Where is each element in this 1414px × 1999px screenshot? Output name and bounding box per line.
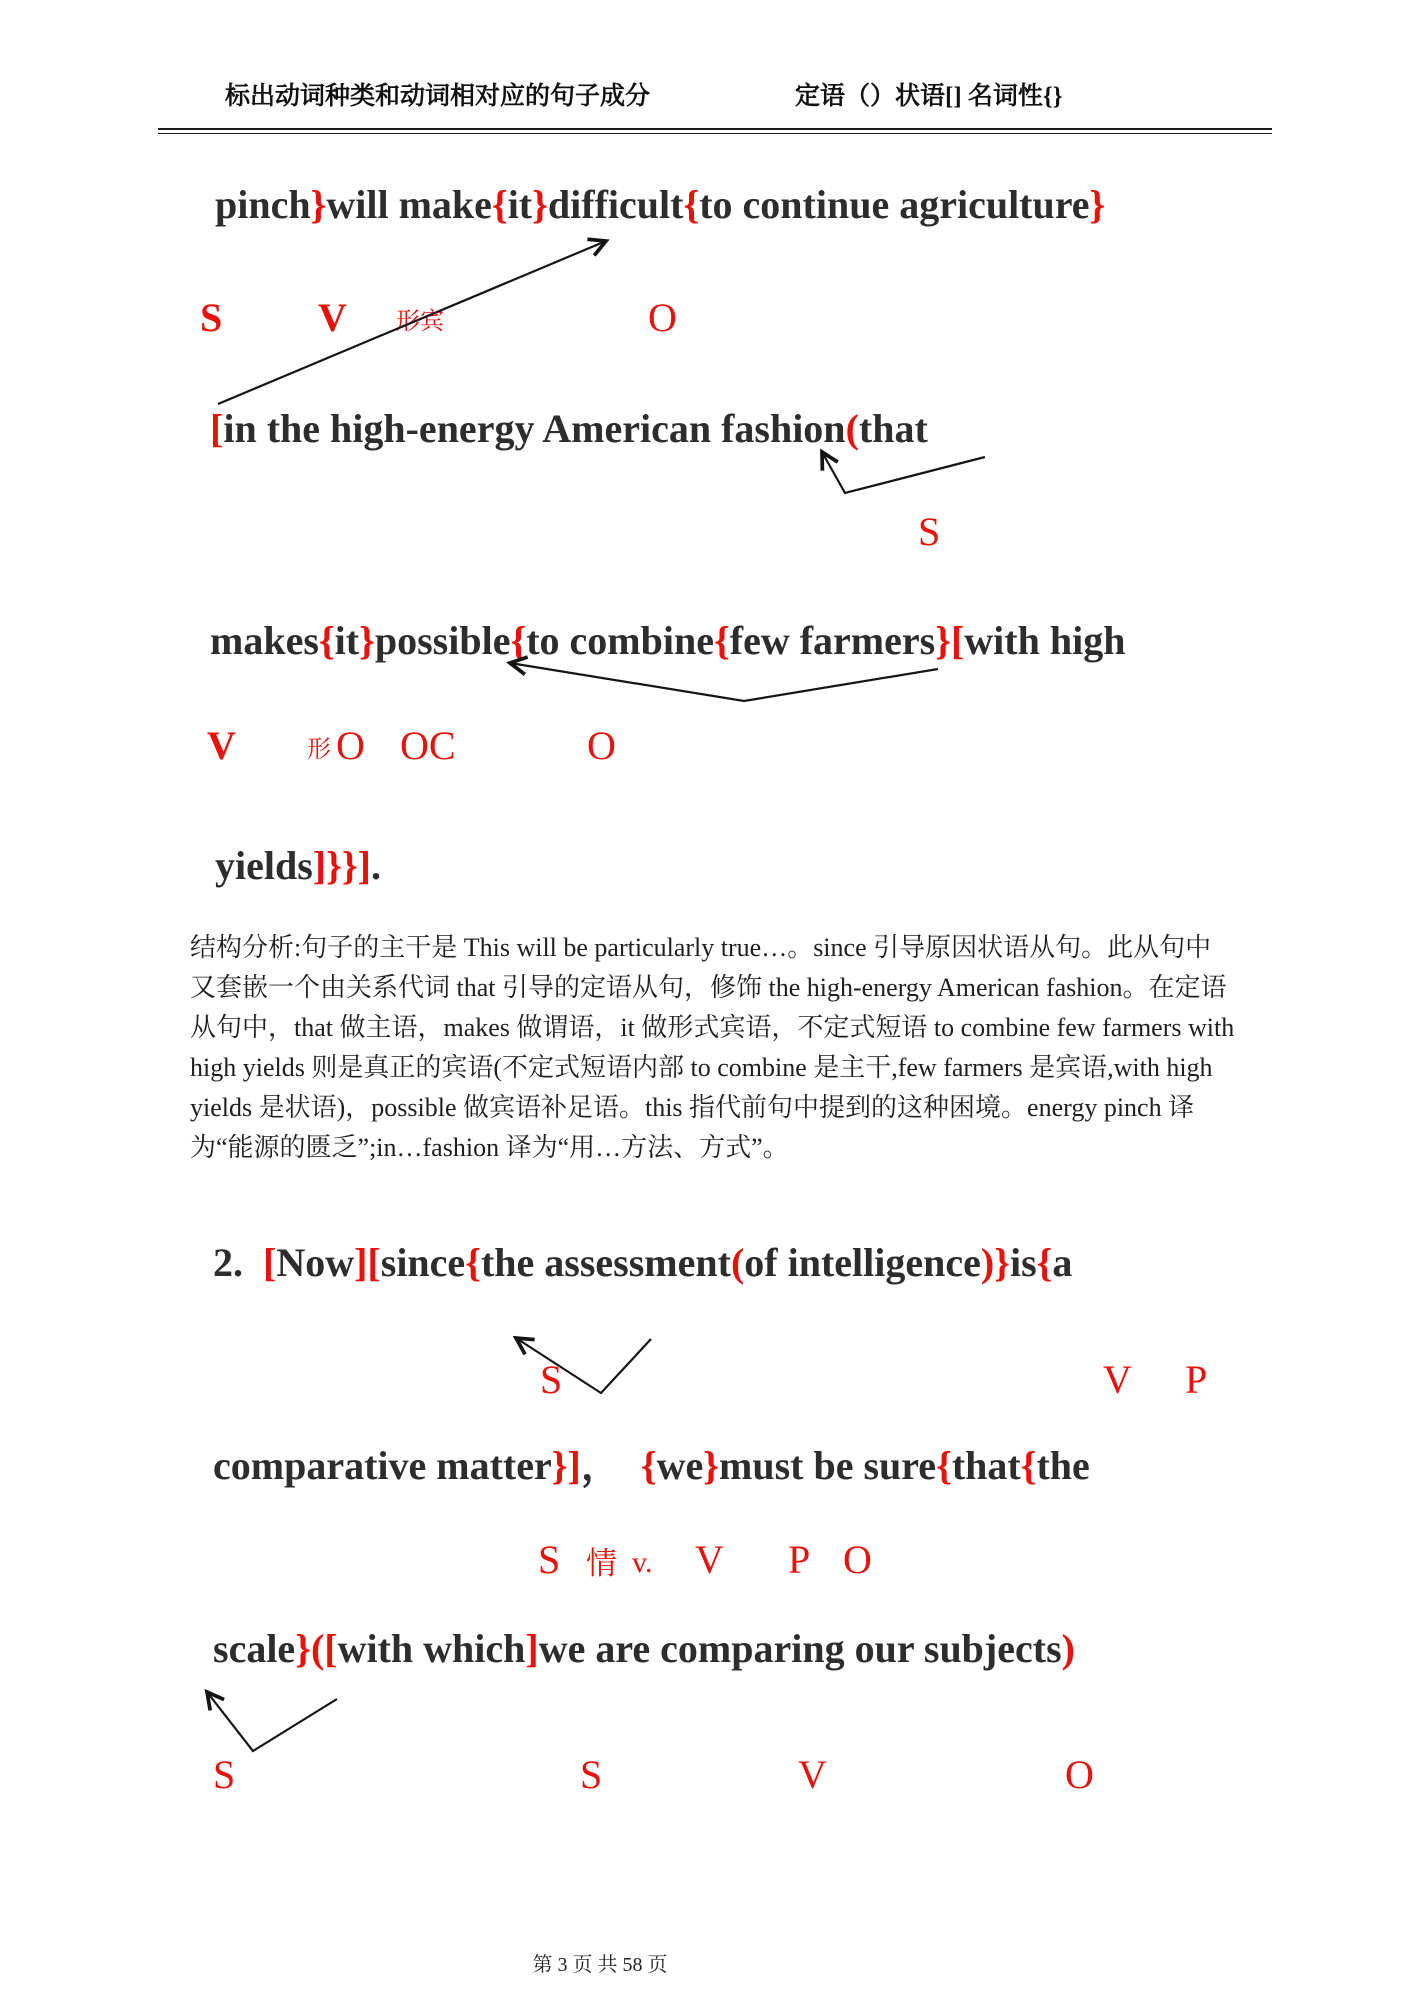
bracket-annotation: } [532,182,548,227]
sentence-text: in the high-energy American fashion [223,406,846,451]
bracket-annotation: } [1089,182,1106,227]
sentence-text: the [1036,1443,1090,1488]
sentence-text: we [656,1443,704,1488]
sentence-text: the assessment [480,1240,731,1285]
arrow-that-subject [822,452,985,493]
sentence-text: to continue agriculture [699,182,1090,227]
grammar-label: 形宾 [396,309,444,335]
sentence-text: with which [337,1626,526,1671]
grammar-label: O [1065,1752,1094,1797]
sentence-text: that [951,1443,1021,1488]
sentence-text: since [380,1240,466,1285]
bracket-annotation: ]}}] [312,843,371,888]
bracket-annotation: ) [1061,1626,1075,1671]
bracket-annotation: ][ [354,1240,381,1285]
sentence-text: it [507,182,533,227]
sentence-line [213,1441,1090,1491]
grammar-label: V [798,1752,827,1797]
grammar-label: O [587,723,616,768]
bracket-annotation: [ [210,406,224,451]
sentence-line [210,616,1125,666]
sentence-text: it [334,618,360,663]
bracket-annotation: { [318,618,335,663]
sentence-text: we are comparing our subjects [538,1626,1062,1671]
analysis-line: 又套嵌一个由关系代词 that 引导的定语从句，修饰 the high-energy American fashion。在定语 [190,973,1227,1002]
bracket-annotation: { [510,618,527,663]
sentence-text: a [1052,1240,1073,1285]
arrow-scale-subject [207,1692,337,1751]
sentence-text: is [1009,1240,1037,1285]
bracket-annotation: }([ [295,1626,338,1671]
grammar-label: O [648,295,677,340]
bracket-annotation: ] [525,1626,539,1671]
grammar-label: O [336,723,365,768]
header-rule-thin [158,133,1272,134]
grammar-label: S [200,295,223,340]
bracket-annotation: [ [263,1240,277,1285]
bracket-annotation: { [936,1443,952,1488]
grammar-label: OC [400,723,456,768]
sentence-text: ， [580,1443,641,1488]
sentence-text: must be sure [719,1443,937,1488]
sentence-text: scale [213,1626,296,1671]
sentence-text: yields [215,843,313,888]
grammar-label: 情 [586,1546,617,1581]
sentence-text: of intelligence [744,1240,981,1285]
bracket-annotation: } [310,182,327,227]
grammar-label: V [695,1537,724,1582]
sentence-text: comparative matter [213,1443,552,1488]
bracket-annotation: { [1020,1443,1037,1488]
bracket-annotation: }[ [935,618,965,663]
analysis-line: 为“能源的匮乏”;in…fashion 译为“用…方法、方式”。 [190,1133,789,1162]
bracket-annotation: { [465,1240,481,1285]
analysis-line: 结构分析:句子的主干是 This will be particularly true…。since 引导原因状语从句。此从句中 [190,933,1212,962]
grammar-label: P [1185,1357,1208,1402]
sentence-text: . [370,843,381,888]
grammar-label: V [207,723,236,768]
bracket-annotation: { [683,182,700,227]
sentence-line [215,841,381,891]
analysis-line: yields 是状语)，possible 做宾语补足语。this 指代前句中提到的这种困境。energy pinch 译 [190,1093,1195,1122]
grammar-label: S [580,1752,603,1797]
analysis-line: 从句中，that 做主语，makes 做谓语，it 做形式宾语，不定式短语 to combine few farmers with [190,1013,1235,1042]
bracket-annotation: } [703,1443,719,1488]
grammar-label: V [1103,1357,1132,1402]
grammar-label: O [843,1537,872,1582]
bracket-annotation: )} [980,1240,1010,1285]
arrow-combine-object [510,663,938,701]
bracket-annotation: { [714,618,730,663]
sentence-line [213,1238,1072,1288]
bracket-annotation: ( [845,406,859,451]
analysis-line: high yields 则是真正的宾语(不定式短语内部 to combine 是主干,few farmers 是宾语,with high [190,1053,1213,1082]
bracket-annotation: ( [730,1240,745,1285]
sentence-text: with high [964,618,1126,663]
grammar-label: S [918,509,941,554]
sentence-text: 2. [213,1240,263,1285]
grammar-label: S [213,1752,236,1797]
sentence-text: to combine [526,618,714,663]
sentence-text: will make [326,182,492,227]
grammar-label: S [538,1537,561,1582]
grammar-label: S [540,1357,563,1402]
grammar-label: 形 [307,737,331,763]
bracket-annotation: { [1036,1240,1053,1285]
grammar-label: V [318,295,347,340]
header-legend-right: 定语（）状语[] 名词性{} [795,83,1063,110]
bracket-annotation: }] [551,1443,581,1488]
sentence-text: difficult [547,182,684,227]
sentence-text: Now [276,1240,355,1285]
sentence-line [213,1624,1075,1674]
bracket-annotation: { [640,1443,657,1488]
sentence-line [215,180,1105,230]
sentence-text: makes [210,618,319,663]
analysis-paragraph [190,928,1234,1168]
page-number: 第 3 页 共 58 页 [532,1954,668,1976]
arrow-assessment-subject [516,1338,651,1393]
grammar-label: P [788,1537,811,1582]
sentence-text: possible [374,618,511,663]
sentence-text: that [858,406,928,451]
bracket-annotation: } [359,618,375,663]
header-rule [158,128,1272,130]
sentence-text: pinch [215,182,311,227]
header-title-left: 标出动词种类和动词相对应的句子成分 [225,83,651,110]
sentence-line [210,404,928,454]
grammar-label: v. [632,1546,653,1579]
bracket-annotation: { [491,182,508,227]
sentence-text: few farmers [729,618,936,663]
